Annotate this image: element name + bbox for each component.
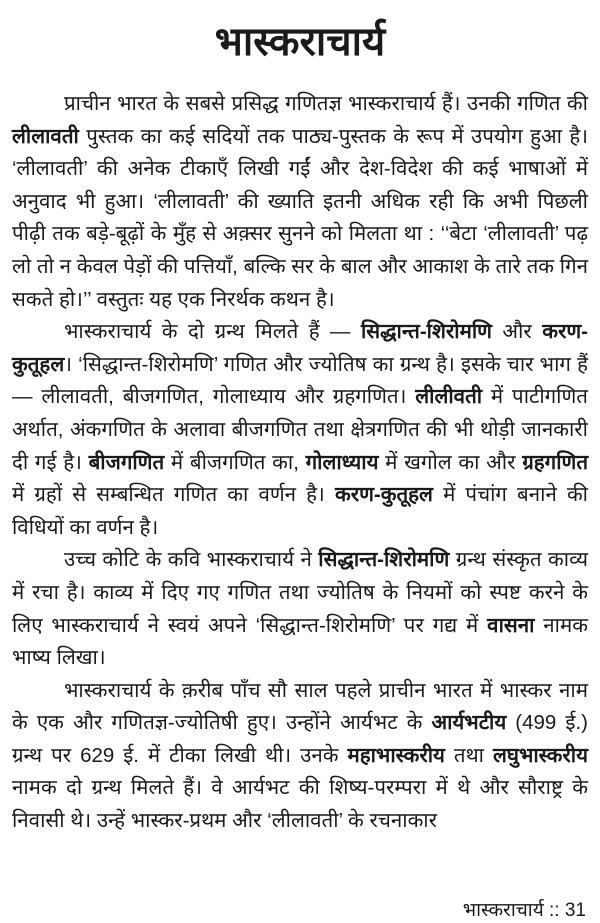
bold-term: करण-कुतूहल xyxy=(12,320,588,376)
bold-term: लीलावती xyxy=(12,124,79,148)
page-footer: भास्कराचार्य :: 31 xyxy=(462,900,586,921)
bold-term: बीजगणित xyxy=(88,450,165,474)
text-run: ग्रन्थ संस्कृत काव्य में रचा है। काव्य में दिए गए गणित तथा ज्योतिष के नियमों को स्पष्ट करने के लिए भास्कराचार्य ने स्वयं अपने ‘सिद्धान्त-शिरोमणि’ पर गद्य में xyxy=(12,548,589,637)
text-run: में ग्रहों से सम्बन्धित गणित का वर्णन है। xyxy=(12,483,335,507)
bold-term: करण-कुतूहल xyxy=(334,483,433,507)
text-run: में बीजगणित का, xyxy=(164,450,306,474)
text-run: में खगोल का और xyxy=(378,450,523,474)
bold-term: महाभास्करीय xyxy=(347,743,445,767)
text-run: तथा xyxy=(444,743,493,767)
text-run: भास्कराचार्य के क़रीब पाँच सौ साल पहले प्राचीन भारत में भास्कर नाम के एक और गणितज्ञ-ज्योतिषी हुए। उन्होंने आर्यभट के xyxy=(12,678,588,735)
text-run: पुस्तक का कई सदियों तक पाठ्य-पुस्तक के रूप में उपयोग हुआ है। ‘लीलावती’ की अनेक टीकाएँ लिखी गईं और देश-विदेश की कई भाषाओं में अनुवाद भी हुआ। ‘लीलावती’ की ख्याति इतनी अधिक रही कि अभी पिछली पीढ़ी तक बड़े-बूढ़ों के मुँह से अक़्सर सुनने को मिलता था : ‘‘बेटा ‘लीलावती’ पढ़ लो तो न केवल पेड़ों की पत्तियाँ, बल्कि सर के बाल और आकाश के तारे तक गिन सकते हो।’’ वस्तुतः यह एक निरर्थक कथन है। xyxy=(12,124,588,311)
text-run: प्राचीन भारत के सबसे प्रसिद्ध गणितज्ञ भास्कराचार्य हैं। उनकी गणित की xyxy=(64,92,588,115)
bold-term: आर्यभटीय xyxy=(431,711,507,735)
text-run: में पाटीगणित अर्थात, अंकगणित के अलावा बीजगणित तथा क्षेत्रगणित की भी थोड़ी जानकारी दी गई है। xyxy=(12,385,588,474)
body-text xyxy=(12,88,588,838)
bold-term: सिद्धान्त-शिरोमणि xyxy=(360,320,492,344)
text-run: और xyxy=(492,320,543,344)
bold-term: सिद्धान्त-शिरोमणि xyxy=(318,548,450,572)
text-run: नामक भाष्य लिखा। xyxy=(12,613,588,670)
text-run: (499 ई.) ग्रन्थ पर 629 ई. में टीका लिखी थी। उनके xyxy=(12,711,588,767)
paragraph xyxy=(12,544,588,674)
bold-term: लघुभास्करीय xyxy=(492,743,588,767)
text-run: उच्च कोटि के कवि भास्कराचार्य ने xyxy=(64,548,319,572)
text-run: भास्कराचार्य के दो ग्रन्थ मिलते हैं — xyxy=(64,320,361,344)
text-run: में पंचांग बनाने की विधियों का वर्णन है। xyxy=(12,483,588,539)
paragraph xyxy=(12,88,588,316)
page-title: भास्कराचार्य xyxy=(214,20,386,64)
paragraph xyxy=(12,675,588,838)
bold-term: वासना xyxy=(487,613,535,637)
bold-term: लीलीवती xyxy=(415,385,483,409)
text-run: नामक दो ग्रन्थ मिलते हैं। वे आर्यभट की शिष्य-परम्परा में थे और सौराष्ट्र के निवासी थे। उन्हें भास्कर-प्रथम और ‘लीलावती’ के रचनाकार xyxy=(12,776,588,833)
bold-term: ग्रहगणित xyxy=(522,450,589,474)
bold-term: गोलाध्याय xyxy=(305,450,379,474)
text-run: । ‘सिद्धान्त-शिरोमणि’ गणित और ज्योतिष का ग्रन्थ है। इसके चार भाग हैं — लीलावती, बीजगणित, गोलाध्याय और ग्रहगणित। xyxy=(12,352,588,409)
paragraph xyxy=(12,316,588,544)
